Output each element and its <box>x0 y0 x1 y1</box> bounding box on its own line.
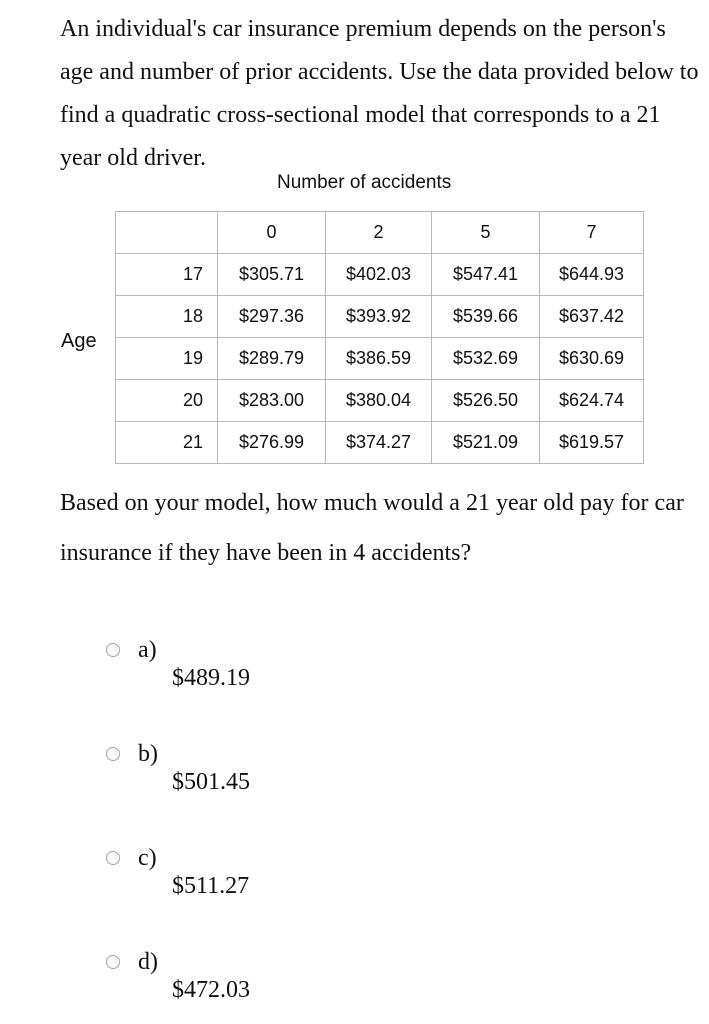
table-row <box>116 254 644 296</box>
premium-cell: $289.79 <box>218 338 326 380</box>
premium-cell: $305.71 <box>218 254 326 296</box>
column-header: 0 <box>218 212 326 254</box>
premium-table <box>115 211 644 464</box>
premium-cell: $297.36 <box>218 296 326 338</box>
table-row <box>116 338 644 380</box>
premium-cell: $276.99 <box>218 422 326 464</box>
premium-cell: $374.27 <box>326 422 432 464</box>
premium-cell: $526.50 <box>432 380 540 422</box>
table-corner-cell <box>116 212 218 254</box>
age-cell: 20 <box>116 380 218 422</box>
premium-cell: $402.03 <box>326 254 432 296</box>
table-caption: Number of accidents <box>277 172 452 193</box>
radio-button-a[interactable] <box>106 643 120 657</box>
premium-cell: $521.09 <box>432 422 540 464</box>
premium-cell: $393.92 <box>326 296 432 338</box>
premium-cell: $637.42 <box>540 296 644 338</box>
premium-cell: $630.69 <box>540 338 644 380</box>
age-cell: 19 <box>116 338 218 380</box>
age-row-label: Age <box>61 330 97 352</box>
question-text: An individual's car insurance premium depends on the person's age and number of prior accidents. Use the data provided below to find a quadratic cross-sectional model that corresponds to a 21 year old driver. <box>60 16 699 171</box>
radio-button-c[interactable] <box>106 851 120 865</box>
table-row <box>116 422 644 464</box>
age-cell: 17 <box>116 254 218 296</box>
table-header-row <box>116 212 644 254</box>
premium-cell: $644.93 <box>540 254 644 296</box>
table-row <box>116 380 644 422</box>
option-letter: d) <box>138 949 158 975</box>
option-answer: $501.45 <box>172 769 250 795</box>
followup-question: Based on your model, how much would a 21 year old pay for car insurance if they have been in 4 accidents? <box>60 490 684 566</box>
premium-cell: $619.57 <box>540 422 644 464</box>
premium-cell: $532.69 <box>432 338 540 380</box>
option-answer: $489.19 <box>172 665 250 691</box>
table-row <box>116 296 644 338</box>
column-header: 7 <box>540 212 644 254</box>
option-letter: a) <box>138 637 157 663</box>
premium-cell: $283.00 <box>218 380 326 422</box>
premium-cell: $380.04 <box>326 380 432 422</box>
premium-cell: $539.66 <box>432 296 540 338</box>
option-letter: c) <box>138 845 157 871</box>
age-cell: 21 <box>116 422 218 464</box>
premium-cell: $547.41 <box>432 254 540 296</box>
premium-cell: $386.59 <box>326 338 432 380</box>
premium-cell: $624.74 <box>540 380 644 422</box>
column-header: 2 <box>326 212 432 254</box>
radio-button-d[interactable] <box>106 955 120 969</box>
option-answer: $511.27 <box>172 873 250 899</box>
option-letter: b) <box>138 741 158 767</box>
radio-button-b[interactable] <box>106 747 120 761</box>
option-answer: $472.03 <box>172 977 250 1003</box>
age-cell: 18 <box>116 296 218 338</box>
column-header: 5 <box>432 212 540 254</box>
